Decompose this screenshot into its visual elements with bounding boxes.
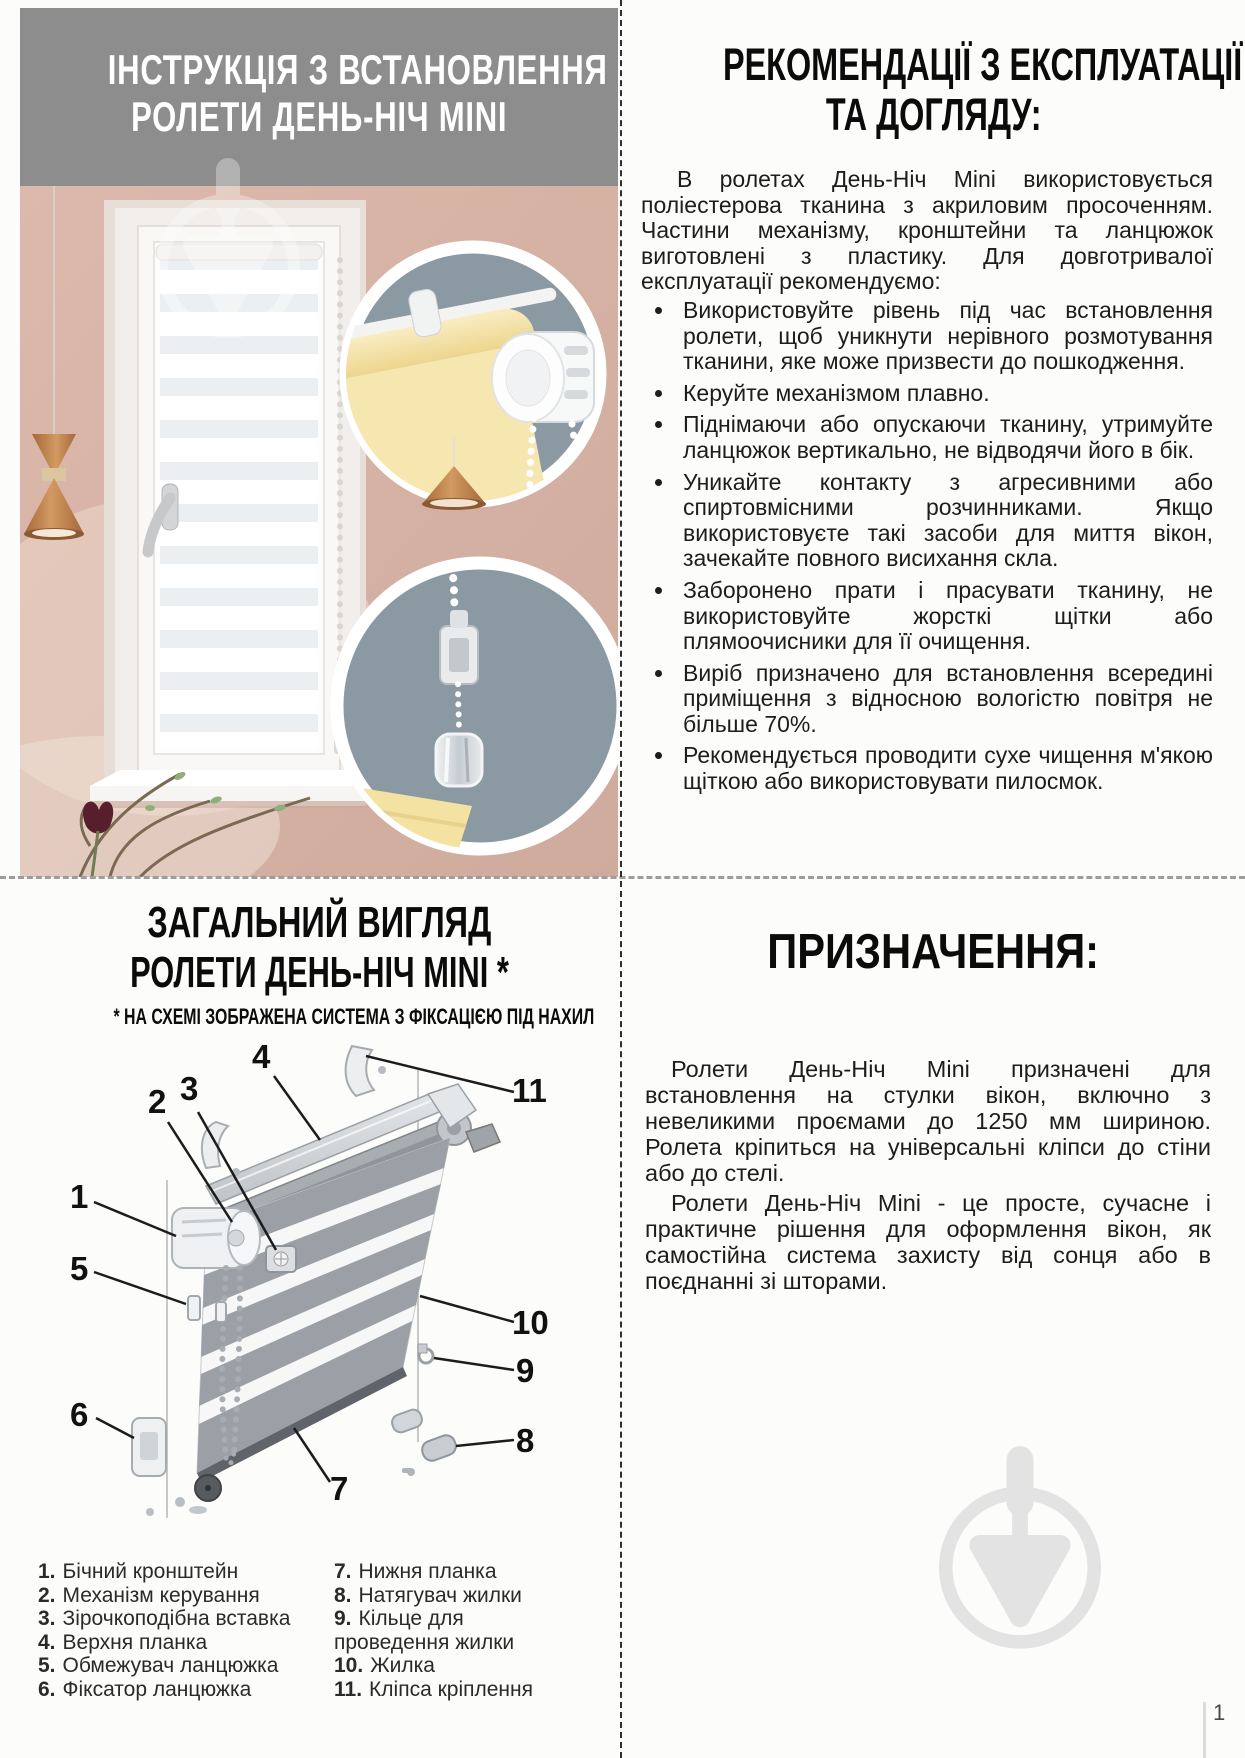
window-photo [20,186,618,877]
callout-1: 1 [70,1178,89,1215]
list-item [641,661,1213,738]
recommendations-title [622,40,1245,140]
purpose-para1: Ролети День-Ніч Mini призначені для встановлення на стулки вікон, включно з невеликими проємами до 1250 мм шириною. Ролета кріпиться на універсальні кліпси до стіни або до стелі. [645,1056,1211,1186]
general-view-title-line1: ЗАГАЛЬНИЙ ВИГЛЯД [147,898,491,947]
callout-10: 10 [512,1304,549,1341]
list-item [641,470,1213,572]
page-number: 1 [1213,1700,1226,1725]
list-item [641,743,1213,794]
recommendations-title-line1: РЕКОМЕНДАЦІЇ З ЕКСПЛУАТАЦІЇ [722,39,1243,90]
control-unit [492,332,594,422]
legend-item: 9. Кільце для проведення жилки [334,1607,515,1654]
legend-item: 4. Верхня планка [38,1630,208,1654]
callout-2: 2 [148,1083,167,1120]
callout-6: 6 [70,1396,89,1433]
mount-bracket [346,1046,374,1096]
purpose-body [645,1056,1211,1298]
callout-9: 9 [516,1352,535,1389]
legend-item: 5. Обмежувач ланцюжка [38,1654,279,1678]
list-item [641,578,1213,655]
exploded-diagram [30,1040,570,1520]
wire-ring [418,1344,433,1363]
bullet-icon [655,752,662,759]
callout-3: 3 [180,1070,199,1107]
general-view-subtitle: * НА СХЕМІ ЗОБРАЖЕНА СИСТЕМА З ФІКСАЦІЄЮ ПІД НАХИЛ [113,1004,595,1029]
bullet-icon [655,307,662,314]
install-header-banner [20,8,618,186]
recommendations-body [641,167,1213,801]
bullet-icon [655,390,662,397]
chain-limiter [188,1296,200,1320]
list-item [641,412,1213,463]
purpose-title: ПРИЗНАЧЕННЯ: [767,925,1100,979]
brand-watermark-icon [148,158,308,348]
wire-tensioner [390,1407,459,1476]
callout-11: 11 [512,1072,547,1109]
general-view-title-line2: РОЛЕТИ ДЕНЬ-НІЧ MINI * [129,948,509,997]
callout-5: 5 [70,1250,89,1287]
list-item [641,298,1213,375]
parts-legend-right [334,1560,574,1702]
list-item-text: Використовуйте рівень під час встановлення ролети, щоб уникнути нерівного розмотування тканини, яке може призвести до пошкодження. [683,296,1213,375]
side-bracket [202,1122,228,1168]
control-mechanism [172,1208,260,1268]
chain-fixator [132,1418,207,1516]
parts-legend-left [38,1560,328,1702]
legend-item: 8. Натягувач жилки [334,1583,522,1607]
legend-item: 1. Бічний кронштейн [38,1560,239,1583]
bullet-icon [655,670,662,677]
recommendations-title-line2: ТА ДОГЛЯДУ: [825,89,1042,140]
recommendations-list [641,298,1213,795]
legend-item: 6. Фіксатор ланцюжка [38,1677,252,1701]
star-insert [266,1246,296,1272]
legend-item: 7. Нижня планка [334,1560,497,1583]
purpose-para2: Ролети День-Ніч Mini - це просте, сучасне і практичне рішення для оформлення вікон, як самостійна система захисту від сонця або в поєднанні зі шторами. [645,1190,1211,1294]
list-item-text: Керуйте механізмом плавно. [683,379,990,406]
bullet-icon [655,587,662,594]
legend-item: 10. Жилка [334,1654,435,1678]
list-item-text: Виріб призначено для встановлення всередині приміщення з відносною вологістю повітря не більше 70%. [683,659,1213,737]
bullet-icon [655,421,662,428]
callout-7: 7 [330,1470,349,1507]
crystal-weight [436,734,482,786]
page-number-rule [1203,1702,1206,1758]
bullet-icon [655,479,662,486]
legend-item: 11. Кліпса кріплення [334,1677,533,1701]
legend-item: 3. Зірочкоподібна вставка [38,1607,291,1631]
horizontal-divider [0,876,1245,879]
header-line2: РОЛЕТИ ДЕНЬ-НІЧ MINI [130,93,508,140]
general-view-title [20,898,618,998]
callout-8: 8 [516,1422,535,1459]
callout-4: 4 [252,1038,271,1075]
vertical-divider [620,0,622,1758]
header-line1: ІНСТРУКЦІЯ З ВСТАНОВЛЕННЯ [107,46,608,93]
legend-item: 2. Механізм керування [38,1583,260,1607]
list-item-text: Заборонено прати і прасувати тканину, не використовуйте жорсткі щітки або плямоочисники для її очищення. [683,576,1213,655]
recommendations-intro: В ролетах День-Ніч Mini використовується поліестерова тканина з акриловим просоченням. Частини механізму, кронштейни та ланцюжок виготовлені з пластику. Для довготривалої експлуатації рекомендуємо: [641,166,1213,295]
list-item-text: Рекомендується проводити сухе чищення м'якою щіткою або використовувати пилосмок. [683,742,1213,795]
brand-watermark-icon [930,1446,1110,1660]
list-item-text: Уникайте контакту з агресивними або спиртовмісними розчинниками. Якщо використовуєте такі засоби для миття вікон, зачекайте повного висихання скла. [683,468,1213,572]
list-item [641,381,1213,407]
list-item-text: Піднімаючи або опускаючи тканину, утримуйте ланцюжок вертикально, не відводячи його в бік. [683,411,1213,463]
